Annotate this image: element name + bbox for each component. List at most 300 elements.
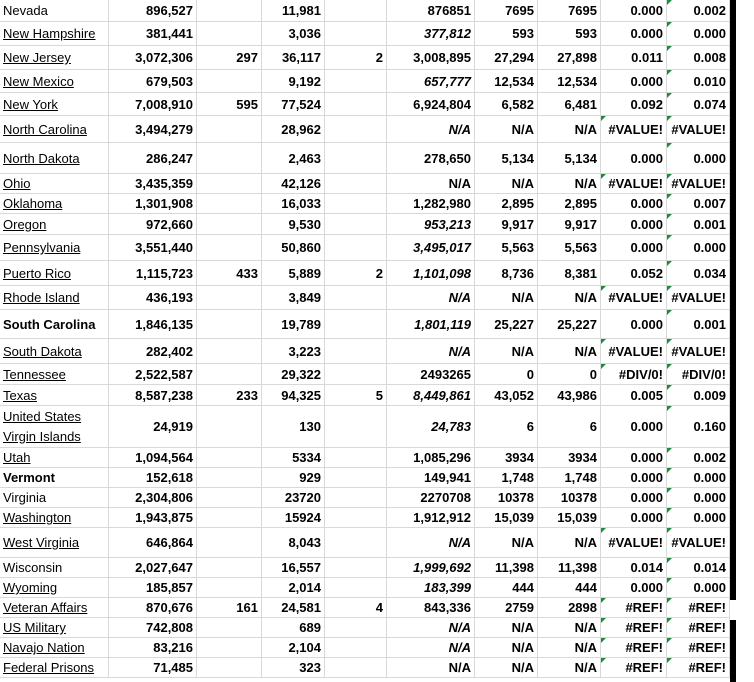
value-cell-c2[interactable] — [197, 508, 262, 527]
value-cell-c7[interactable] — [538, 385, 601, 405]
value-cell-c9[interactable] — [667, 22, 730, 45]
value-cell-c3[interactable] — [262, 310, 325, 338]
row-label-cell[interactable] — [0, 598, 109, 617]
value-cell-c8[interactable] — [601, 468, 667, 487]
value-cell-c2[interactable] — [197, 364, 262, 384]
value-cell-c9[interactable] — [667, 658, 730, 677]
value-cell-c3[interactable] — [262, 116, 325, 142]
value-cell-c3[interactable] — [262, 638, 325, 657]
value-cell-c9[interactable] — [667, 143, 730, 173]
value-cell-c9[interactable] — [667, 468, 730, 487]
row-label-cell[interactable] — [0, 116, 109, 142]
value-cell-c5[interactable] — [387, 194, 475, 213]
value-cell-c9[interactable] — [667, 261, 730, 285]
value-cell-c8[interactable] — [601, 658, 667, 677]
value-cell-c2[interactable] — [197, 0, 262, 21]
value-cell-c3[interactable] — [262, 468, 325, 487]
value-cell-c2[interactable] — [197, 448, 262, 467]
value-cell-c7[interactable] — [538, 0, 601, 21]
value-cell-c9[interactable] — [667, 638, 730, 657]
value-cell-c3[interactable] — [262, 364, 325, 384]
value-cell-c7[interactable] — [538, 658, 601, 677]
value-cell-c6[interactable] — [475, 0, 538, 21]
value-cell-c3[interactable] — [262, 488, 325, 507]
value-cell-c4[interactable] — [325, 578, 387, 597]
value-cell-c3[interactable] — [262, 558, 325, 577]
value-cell-c4[interactable] — [325, 364, 387, 384]
value-cell-c1[interactable] — [109, 339, 197, 363]
value-cell-c6[interactable] — [475, 143, 538, 173]
value-cell-c5[interactable] — [387, 364, 475, 384]
value-cell-c8[interactable] — [601, 618, 667, 637]
value-cell-c6[interactable] — [475, 286, 538, 309]
value-cell-c4[interactable] — [325, 194, 387, 213]
value-cell-c1[interactable] — [109, 528, 197, 557]
value-cell-c7[interactable] — [538, 578, 601, 597]
value-cell-c9[interactable] — [667, 558, 730, 577]
row-label-cell[interactable] — [0, 508, 109, 527]
value-cell-c2[interactable] — [197, 618, 262, 637]
value-cell-c2[interactable] — [197, 235, 262, 260]
value-cell-c7[interactable] — [538, 339, 601, 363]
value-cell-c5[interactable] — [387, 488, 475, 507]
value-cell-c7[interactable] — [538, 598, 601, 617]
value-cell-c9[interactable] — [667, 70, 730, 92]
value-cell-c7[interactable] — [538, 46, 601, 69]
value-cell-c8[interactable] — [601, 638, 667, 657]
value-cell-c7[interactable] — [538, 174, 601, 193]
value-cell-c2[interactable] — [197, 214, 262, 234]
value-cell-c6[interactable] — [475, 364, 538, 384]
value-cell-c6[interactable] — [475, 528, 538, 557]
value-cell-c8[interactable] — [601, 406, 667, 447]
value-cell-c4[interactable] — [325, 658, 387, 677]
value-cell-c1[interactable] — [109, 385, 197, 405]
value-cell-c3[interactable] — [262, 70, 325, 92]
value-cell-c7[interactable] — [538, 286, 601, 309]
value-cell-c4[interactable] — [325, 528, 387, 557]
row-label-cell[interactable] — [0, 488, 109, 507]
value-cell-c4[interactable] — [325, 638, 387, 657]
value-cell-c4[interactable] — [325, 598, 387, 617]
value-cell-c7[interactable] — [538, 310, 601, 338]
cell-value: 0.000 — [630, 470, 663, 485]
row-label-cell[interactable] — [0, 93, 109, 115]
value-cell-c9[interactable] — [667, 235, 730, 260]
row-label-cell[interactable] — [0, 22, 109, 45]
value-cell-c4[interactable] — [325, 310, 387, 338]
value-cell-c3[interactable] — [262, 385, 325, 405]
value-cell-c2[interactable] — [197, 528, 262, 557]
value-cell-c6[interactable] — [475, 385, 538, 405]
value-cell-c8[interactable] — [601, 558, 667, 577]
value-cell-c4[interactable] — [325, 488, 387, 507]
value-cell-c7[interactable] — [538, 261, 601, 285]
value-cell-c7[interactable] — [538, 364, 601, 384]
value-cell-c3[interactable] — [262, 598, 325, 617]
value-cell-c7[interactable] — [538, 618, 601, 637]
value-cell-c3[interactable] — [262, 0, 325, 21]
value-cell-c4[interactable] — [325, 70, 387, 92]
value-cell-c6[interactable] — [475, 488, 538, 507]
value-cell-c9[interactable] — [667, 508, 730, 527]
value-cell-c9[interactable] — [667, 364, 730, 384]
cell-value: 3934 — [568, 450, 597, 465]
value-cell-c9[interactable] — [667, 618, 730, 637]
row-label-cell[interactable] — [0, 214, 109, 234]
value-cell-c1[interactable] — [109, 488, 197, 507]
value-cell-c3[interactable] — [262, 261, 325, 285]
value-cell-c4[interactable] — [325, 339, 387, 363]
row-label-cell[interactable] — [0, 286, 109, 309]
value-cell-c7[interactable] — [538, 93, 601, 115]
value-cell-c1[interactable] — [109, 194, 197, 213]
value-cell-c9[interactable] — [667, 0, 730, 21]
value-cell-c9[interactable] — [667, 488, 730, 507]
value-cell-c9[interactable] — [667, 93, 730, 115]
value-cell-c1[interactable] — [109, 0, 197, 21]
value-cell-c5[interactable] — [387, 598, 475, 617]
value-cell-c3[interactable] — [262, 46, 325, 69]
value-cell-c2[interactable] — [197, 93, 262, 115]
row-label-cell[interactable] — [0, 46, 109, 69]
value-cell-c5[interactable] — [387, 310, 475, 338]
value-cell-c5[interactable] — [387, 93, 475, 115]
value-cell-c7[interactable] — [538, 558, 601, 577]
value-cell-c2[interactable] — [197, 468, 262, 487]
value-cell-c5[interactable] — [387, 339, 475, 363]
value-cell-c6[interactable] — [475, 618, 538, 637]
row-label-cell[interactable] — [0, 235, 109, 260]
value-cell-c1[interactable] — [109, 70, 197, 92]
value-cell-c3[interactable] — [262, 22, 325, 45]
value-cell-c8[interactable] — [601, 488, 667, 507]
value-cell-c8[interactable] — [601, 508, 667, 527]
value-cell-c2[interactable] — [197, 638, 262, 657]
row-label-cell[interactable] — [0, 448, 109, 467]
value-cell-c7[interactable] — [538, 406, 601, 447]
value-cell-c7[interactable] — [538, 194, 601, 213]
value-cell-c4[interactable] — [325, 93, 387, 115]
value-cell-c4[interactable] — [325, 143, 387, 173]
value-cell-c1[interactable] — [109, 618, 197, 637]
value-cell-c1[interactable] — [109, 578, 197, 597]
value-cell-c9[interactable] — [667, 46, 730, 69]
value-cell-c2[interactable] — [197, 70, 262, 92]
value-cell-c7[interactable] — [538, 448, 601, 467]
value-cell-c1[interactable] — [109, 508, 197, 527]
value-cell-c8[interactable] — [601, 286, 667, 309]
value-cell-c2[interactable] — [197, 406, 262, 447]
value-cell-c5[interactable] — [387, 528, 475, 557]
value-cell-c1[interactable] — [109, 658, 197, 677]
value-cell-c1[interactable] — [109, 310, 197, 338]
value-cell-c4[interactable] — [325, 261, 387, 285]
value-cell-c9[interactable] — [667, 194, 730, 213]
value-cell-c8[interactable] — [601, 214, 667, 234]
cell-value: 28,962 — [281, 121, 321, 137]
value-cell-c4[interactable] — [325, 174, 387, 193]
value-cell-c4[interactable] — [325, 468, 387, 487]
value-cell-c2[interactable] — [197, 310, 262, 338]
value-cell-c3[interactable] — [262, 528, 325, 557]
value-cell-c5[interactable] — [387, 0, 475, 21]
value-cell-c5[interactable] — [387, 143, 475, 173]
value-cell-c9[interactable] — [667, 528, 730, 557]
row-label-cell[interactable] — [0, 310, 109, 338]
value-cell-c2[interactable] — [197, 194, 262, 213]
value-cell-c2[interactable] — [197, 116, 262, 142]
value-cell-c1[interactable] — [109, 598, 197, 617]
row-label-cell[interactable] — [0, 364, 109, 384]
value-cell-c1[interactable] — [109, 46, 197, 69]
value-cell-c6[interactable] — [475, 558, 538, 577]
value-cell-c6[interactable] — [475, 406, 538, 447]
value-cell-c6[interactable] — [475, 578, 538, 597]
value-cell-c3[interactable] — [262, 618, 325, 637]
value-cell-c6[interactable] — [475, 468, 538, 487]
value-cell-c6[interactable] — [475, 174, 538, 193]
value-cell-c2[interactable] — [197, 578, 262, 597]
value-cell-c9[interactable] — [667, 174, 730, 193]
row-label-cell[interactable] — [0, 174, 109, 193]
value-cell-c4[interactable] — [325, 558, 387, 577]
value-cell-c9[interactable] — [667, 385, 730, 405]
value-cell-c5[interactable] — [387, 286, 475, 309]
value-cell-c9[interactable] — [667, 286, 730, 309]
value-cell-c7[interactable] — [538, 508, 601, 527]
value-cell-c8[interactable] — [601, 143, 667, 173]
value-cell-c5[interactable] — [387, 261, 475, 285]
value-cell-c3[interactable] — [262, 406, 325, 447]
value-cell-c4[interactable] — [325, 0, 387, 21]
value-cell-c1[interactable] — [109, 143, 197, 173]
value-cell-c6[interactable] — [475, 93, 538, 115]
value-cell-c6[interactable] — [475, 194, 538, 213]
row-label-cell[interactable] — [0, 638, 109, 657]
row-label-cell[interactable] — [0, 578, 109, 597]
value-cell-c1[interactable] — [109, 116, 197, 142]
cell-value: 0.000 — [693, 240, 726, 255]
value-cell-c6[interactable] — [475, 508, 538, 527]
value-cell-c4[interactable] — [325, 406, 387, 447]
value-cell-c6[interactable] — [475, 638, 538, 657]
value-cell-c5[interactable] — [387, 508, 475, 527]
value-cell-c1[interactable] — [109, 638, 197, 657]
value-cell-c1[interactable] — [109, 558, 197, 577]
row-label-cell[interactable] — [0, 143, 109, 173]
value-cell-c1[interactable] — [109, 261, 197, 285]
value-cell-c3[interactable] — [262, 214, 325, 234]
value-cell-c5[interactable] — [387, 638, 475, 657]
value-cell-c4[interactable] — [325, 508, 387, 527]
row-label-cell[interactable] — [0, 618, 109, 637]
value-cell-c6[interactable] — [475, 598, 538, 617]
value-cell-c7[interactable] — [538, 638, 601, 657]
value-cell-c6[interactable] — [475, 46, 538, 69]
value-cell-c8[interactable] — [601, 0, 667, 21]
cell-value: 3,551,440 — [135, 240, 193, 255]
cell-value: 94,325 — [281, 387, 321, 403]
value-cell-c2[interactable] — [197, 143, 262, 173]
value-cell-c6[interactable] — [475, 22, 538, 45]
value-cell-c3[interactable] — [262, 93, 325, 115]
value-cell-c8[interactable] — [601, 339, 667, 363]
value-cell-c4[interactable] — [325, 286, 387, 309]
value-cell-c6[interactable] — [475, 235, 538, 260]
value-cell-c6[interactable] — [475, 339, 538, 363]
value-cell-c1[interactable] — [109, 22, 197, 45]
value-cell-c4[interactable] — [325, 116, 387, 142]
row-label-cell[interactable] — [0, 0, 109, 21]
value-cell-c8[interactable] — [601, 528, 667, 557]
value-cell-c3[interactable] — [262, 174, 325, 193]
value-cell-c5[interactable] — [387, 70, 475, 92]
value-cell-c2[interactable] — [197, 174, 262, 193]
value-cell-c8[interactable] — [601, 261, 667, 285]
value-cell-c1[interactable] — [109, 448, 197, 467]
value-cell-c9[interactable] — [667, 116, 730, 142]
cell-value: 0.000 — [630, 510, 663, 525]
value-cell-c3[interactable] — [262, 194, 325, 213]
value-cell-c8[interactable] — [601, 235, 667, 260]
value-cell-c8[interactable] — [601, 174, 667, 193]
value-cell-c6[interactable] — [475, 214, 538, 234]
value-cell-c2[interactable] — [197, 46, 262, 69]
value-cell-c2[interactable] — [197, 22, 262, 45]
value-cell-c8[interactable] — [601, 448, 667, 467]
value-cell-c7[interactable] — [538, 488, 601, 507]
value-cell-c1[interactable] — [109, 235, 197, 260]
value-cell-c5[interactable] — [387, 618, 475, 637]
value-cell-c2[interactable] — [197, 598, 262, 617]
row-label-cell[interactable] — [0, 194, 109, 213]
value-cell-c2[interactable] — [197, 339, 262, 363]
value-cell-c8[interactable] — [601, 93, 667, 115]
cell-value: 6,481 — [564, 96, 597, 112]
value-cell-c2[interactable] — [197, 488, 262, 507]
value-cell-c8[interactable] — [601, 116, 667, 142]
value-cell-c6[interactable] — [475, 116, 538, 142]
value-cell-c6[interactable] — [475, 448, 538, 467]
row-label-cell[interactable] — [0, 406, 109, 447]
value-cell-c4[interactable] — [325, 46, 387, 69]
value-cell-c2[interactable] — [197, 558, 262, 577]
value-cell-c2[interactable] — [197, 385, 262, 405]
value-cell-c1[interactable] — [109, 286, 197, 309]
value-cell-c5[interactable] — [387, 174, 475, 193]
row-label-cell[interactable] — [0, 70, 109, 92]
value-cell-c5[interactable] — [387, 558, 475, 577]
value-cell-c7[interactable] — [538, 214, 601, 234]
value-cell-c2[interactable] — [197, 658, 262, 677]
value-cell-c3[interactable] — [262, 143, 325, 173]
value-cell-c5[interactable] — [387, 116, 475, 142]
value-cell-c5[interactable] — [387, 448, 475, 467]
row-label-cell[interactable] — [0, 558, 109, 577]
value-cell-c7[interactable] — [538, 22, 601, 45]
value-cell-c4[interactable] — [325, 235, 387, 260]
row-label-cell[interactable] — [0, 385, 109, 405]
value-cell-c5[interactable] — [387, 468, 475, 487]
value-cell-c1[interactable] — [109, 364, 197, 384]
value-cell-c3[interactable] — [262, 339, 325, 363]
value-cell-c9[interactable] — [667, 310, 730, 338]
row-label-cell[interactable] — [0, 261, 109, 285]
value-cell-c1[interactable] — [109, 93, 197, 115]
value-cell-c8[interactable] — [601, 364, 667, 384]
value-cell-c4[interactable] — [325, 448, 387, 467]
value-cell-c7[interactable] — [538, 70, 601, 92]
value-cell-c3[interactable] — [262, 448, 325, 467]
value-cell-c9[interactable] — [667, 214, 730, 234]
value-cell-c4[interactable] — [325, 22, 387, 45]
value-cell-c3[interactable] — [262, 235, 325, 260]
value-cell-c4[interactable] — [325, 214, 387, 234]
value-cell-c5[interactable] — [387, 658, 475, 677]
value-cell-c1[interactable] — [109, 214, 197, 234]
cell-value: 12,534 — [557, 73, 597, 89]
value-cell-c9[interactable] — [667, 578, 730, 597]
value-cell-c3[interactable] — [262, 286, 325, 309]
value-cell-c9[interactable] — [667, 448, 730, 467]
value-cell-c1[interactable] — [109, 406, 197, 447]
value-cell-c8[interactable] — [601, 578, 667, 597]
value-cell-c6[interactable] — [475, 261, 538, 285]
value-cell-c5[interactable] — [387, 385, 475, 405]
value-cell-c3[interactable] — [262, 508, 325, 527]
value-cell-c7[interactable] — [538, 528, 601, 557]
value-cell-c4[interactable] — [325, 618, 387, 637]
value-cell-c8[interactable] — [601, 46, 667, 69]
value-cell-c5[interactable] — [387, 406, 475, 447]
value-cell-c4[interactable] — [325, 385, 387, 405]
value-cell-c8[interactable] — [601, 598, 667, 617]
value-cell-c9[interactable] — [667, 598, 730, 617]
value-cell-c1[interactable] — [109, 468, 197, 487]
value-cell-c6[interactable] — [475, 658, 538, 677]
value-cell-c2[interactable] — [197, 286, 262, 309]
value-cell-c9[interactable] — [667, 339, 730, 363]
value-cell-c5[interactable] — [387, 578, 475, 597]
row-label: South Dakota — [3, 343, 82, 359]
value-cell-c7[interactable] — [538, 143, 601, 173]
row-label-cell[interactable] — [0, 468, 109, 487]
value-cell-c3[interactable] — [262, 658, 325, 677]
value-cell-c5[interactable] — [387, 235, 475, 260]
value-cell-c6[interactable] — [475, 70, 538, 92]
row-label-cell[interactable] — [0, 339, 109, 363]
value-cell-c6[interactable] — [475, 310, 538, 338]
value-cell-c8[interactable] — [601, 22, 667, 45]
value-cell-c7[interactable] — [538, 116, 601, 142]
value-cell-c8[interactable] — [601, 194, 667, 213]
value-cell-c5[interactable] — [387, 22, 475, 45]
value-cell-c5[interactable] — [387, 214, 475, 234]
value-cell-c9[interactable] — [667, 406, 730, 447]
value-cell-c7[interactable] — [538, 468, 601, 487]
value-cell-c2[interactable] — [197, 261, 262, 285]
value-cell-c5[interactable] — [387, 46, 475, 69]
value-cell-c8[interactable] — [601, 310, 667, 338]
value-cell-c7[interactable] — [538, 235, 601, 260]
value-cell-c8[interactable] — [601, 70, 667, 92]
row-label-cell[interactable] — [0, 528, 109, 557]
value-cell-c1[interactable] — [109, 174, 197, 193]
value-cell-c8[interactable] — [601, 385, 667, 405]
value-cell-c3[interactable] — [262, 578, 325, 597]
row-label-cell[interactable] — [0, 658, 109, 677]
